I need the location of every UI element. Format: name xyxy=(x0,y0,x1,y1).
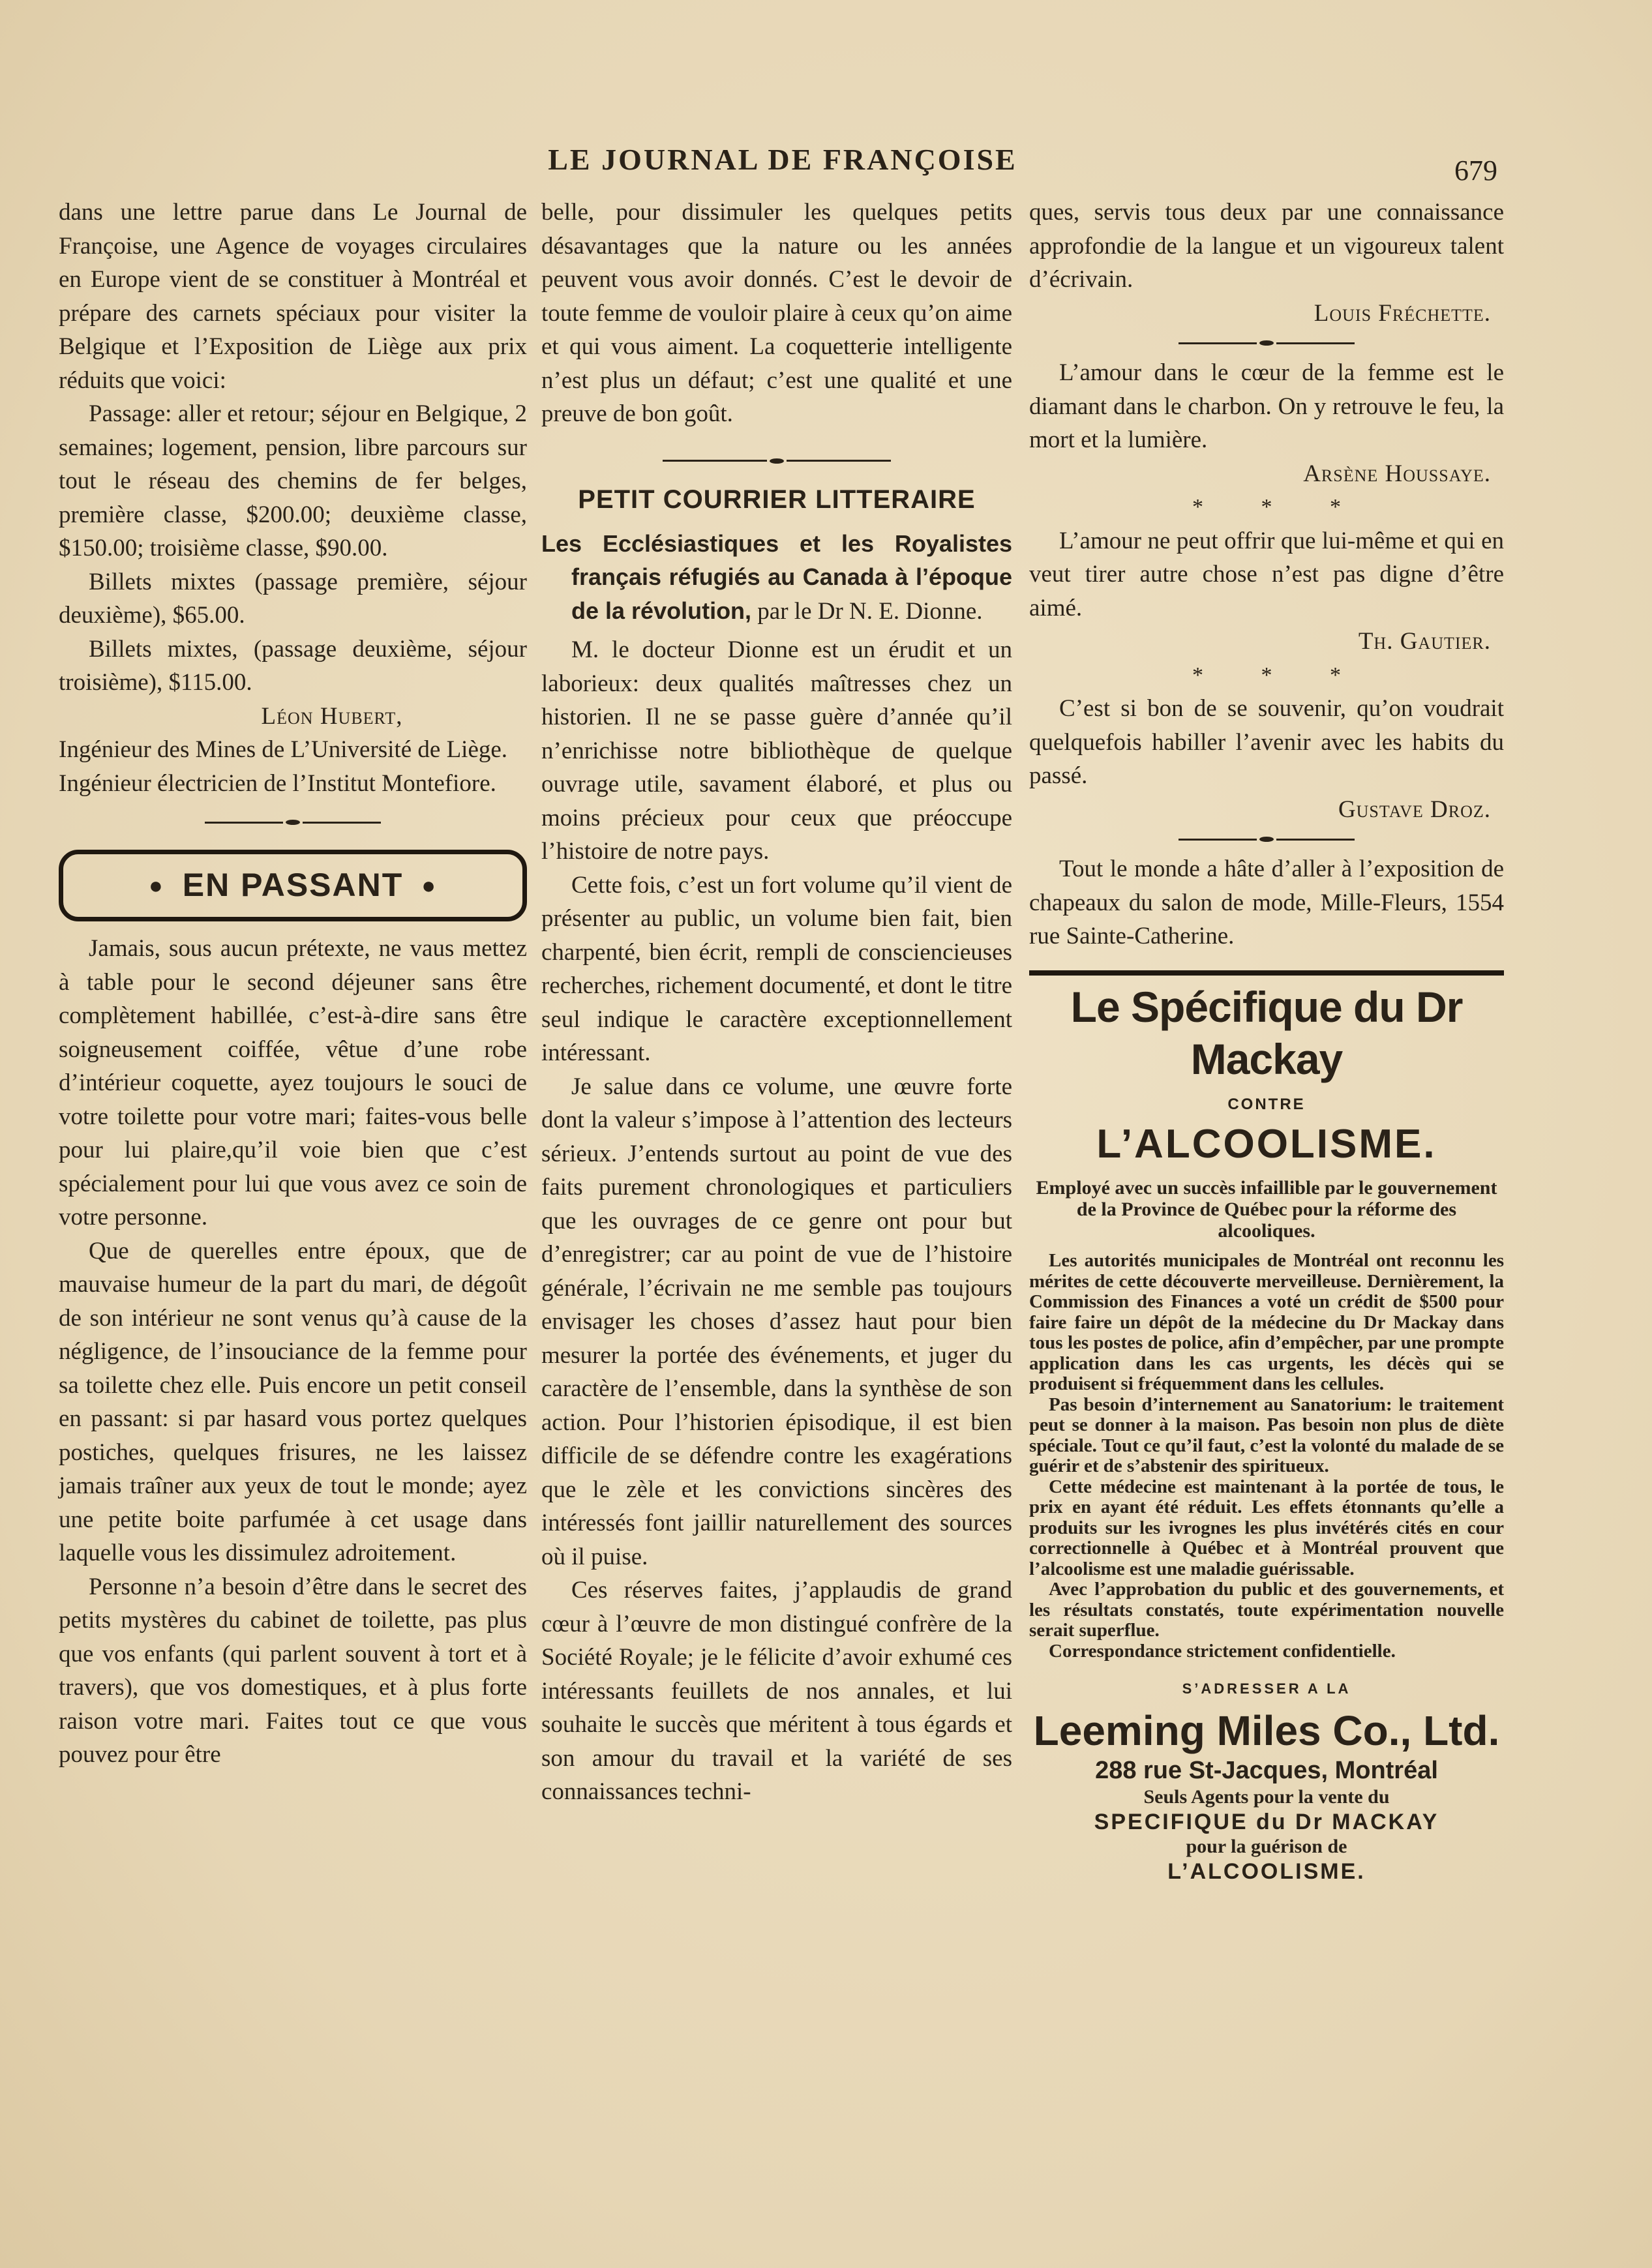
ad-body xyxy=(1029,1251,1504,1662)
bullet-icon: ● xyxy=(421,872,438,899)
ad-contre: CONTRE xyxy=(1227,1095,1306,1113)
column-3 xyxy=(1029,196,1504,1885)
ad-headline: L’ALCOOLISME. xyxy=(1096,1122,1437,1167)
paragraph: Cette fois, c’est un fort volume qu’il vient de présenter au public, un volume bien fait, bien charpenté, bien écrit, rempli de consciencieuses recherches, richement documenté, et dont le titre seul indique le caractère exceptionnellement intéressant. xyxy=(541,871,1012,1066)
paragraph: Tout le monde a hâte d’aller à l’exposition de chapeaux du salon de mode, Mille-Fleurs, 1554 rue Sainte-Catherine. xyxy=(1029,856,1504,949)
quotation: L’amour dans le cœur de la femme est le diamant dans le charbon. On y retrouve le feu, la mort et la lumière. xyxy=(1029,359,1504,453)
section-heading: PETIT COURRIER LITTERAIRE xyxy=(578,485,976,514)
ad-paragraph: Cette médecine est maintenant à la portée de tous, le prix en ayant été réduit. Les effets étonnants qu’elle a produits sur les ivrognes les plus invétérés cités en cour correctionnelle à Québec et à Montréal prouvent que l’alcoolisme est une maladie guérissable. xyxy=(1029,1476,1504,1579)
stars-separator: * * * xyxy=(1192,663,1367,687)
paragraph: Que de querelles entre époux, que de mauvaise humeur de la part du mari, de dégoût de son intérieur ne sont venus qu’à cause de la négligence, de l’insouciance de la femme pour sa toilette chez elle. Puis encore un petit conseil en passant: si par hasard vous portez quelques postiches, quelques frisures, ne les laissez jamais traîner aux yeux de tout le monde; ayez une petite boite parfumée à cet usage dans laquelle vous les dissimulez adroitement. xyxy=(59,1237,527,1566)
signature: Louis Fréchette. xyxy=(1314,299,1491,327)
ad-product: SPECIFIQUE du Dr MACKAY xyxy=(1094,1809,1439,1834)
ad-for: pour la guérison de xyxy=(1186,1835,1347,1857)
signature: Léon Hubert, xyxy=(261,702,403,730)
ad-brand: Le Spécifique du Dr Mackay xyxy=(1070,982,1463,1083)
signature: Arsène Houssaye. xyxy=(1303,460,1491,487)
divider-ornament xyxy=(1029,826,1504,852)
column-2 xyxy=(541,196,1012,1809)
ad-paragraph: Les autorités municipales de Montréal ont reconnu les mérites de cette découverte merveilleuse. Dernièrement, la Commission des Finances a voté un crédit de $500 pour faire faire un dépôt de la médecine du Dr Mackay dans tous les postes de police, afin d’empêcher, par une prompte application dans les cas urgents, les décès qui se produisent si fréquemment dans les cellules. xyxy=(1029,1250,1504,1394)
divider-ornament xyxy=(1029,330,1504,356)
ad-address: 288 rue St-Jacques, Montréal xyxy=(1095,1756,1438,1784)
advertisement xyxy=(1029,981,1504,1885)
paragraph: Ces réserves faites, j’applaudis de grand cœur à l’œuvre de mon distingué confrère de la Société Royale; je le félicite d’avoir exhumé ces intéressants feuillets de nos annales, et lui souhaite le succès que méritent à tous égards et son amour du travail et la variété de ses connaissances techni- xyxy=(541,1577,1012,1805)
ad-lead: Employé avec un succès infaillible par le gouvernement de la Province de Québec pour la réforme des alcooliques. xyxy=(1036,1177,1497,1242)
author-title: Ingénieur électricien de l’Institut Montefiore. xyxy=(59,769,496,797)
author-title: Ingénieur des Mines de L’Université de Liège. xyxy=(59,736,508,763)
ad-agents: Seuls Agents pour la vente du xyxy=(1143,1785,1390,1808)
paragraph: Jamais, sous aucun prétexte, ne vaus mettez à table pour le second déjeuner sans être complètement habillée, c’est-à-dire sans être soigneusement coiffée, vêtue d’une robe d’intérieur coquette, ayez toujours le souci de votre toilette pour votre mari; faites-vous belle pour lui plaire,qu’il voie bien que c’est spécialement pour lui que vous avez ce soin de votre personne. xyxy=(59,935,527,1231)
ad-address-to: S’ADRESSER A LA xyxy=(1182,1680,1351,1697)
quotation: C’est si bon de se souvenir, qu’on voudrait quelquefois habiller l’avenir avec les habits du passé. xyxy=(1029,695,1504,789)
paragraph: ques, servis tous deux par une connaissance approfondie de la langue et un vigoureux talent d’écrivain. xyxy=(1029,199,1504,293)
paragraph: Personne n’a besoin d’être dans le secret des petits mystères du cabinet de toilette, pas plus que vos enfants (qui parlent souvent à tort et à travers), que vos domestiques, et à plus forte raison votre mari. Faites tout ce que vous pouvez pour être xyxy=(59,1573,527,1768)
paragraph: Billets mixtes, (passage deuxième, séjour troisième), $115.00. xyxy=(59,635,527,696)
ad-paragraph: Correspondance strictement confidentielle. xyxy=(1049,1640,1396,1662)
column-1 xyxy=(59,196,527,1772)
book-reference xyxy=(541,528,1012,629)
ad-paragraph: Avec l’approbation du public et des gouvernements, et les résultats constatés, toute expérimentation nouvelle serait superflue. xyxy=(1029,1579,1504,1641)
divider-rule xyxy=(1029,970,1504,976)
ad-company: Leeming Miles Co., Ltd. xyxy=(1033,1707,1500,1754)
bullet-icon: ● xyxy=(148,872,164,899)
paragraph: dans une lettre parue dans Le Journal de Françoise, une Agence de voyages circulaires en Europe vient de se constituer à Montréal et prépare des carnets spéciaux pour visiter la Belgique et l’Exposition de Liège aux prix réduits que voici: xyxy=(59,199,527,394)
paragraph: M. le docteur Dionne est un érudit et un laborieux: deux qualités maîtresses chez un historien. Il ne se passe guère d’année qu’il n’enrichisse notre bibliothèque de quelque ouvrage utile, savament élaboré, et plus ou moins précieux pour ceux que préoccupe l’histoire de notre pays. xyxy=(541,636,1012,865)
book-title: Les Ecclésiastiques et les Royalistes français réfugiés au Canada à l’époque de la révolution, xyxy=(541,530,1012,624)
banner-label: EN PASSANT xyxy=(182,867,404,904)
paragraph: Je salue dans ce volume, une œuvre forte dont la valeur s’impose à l’attention des lecteurs sérieux. J’entends surtout au point de vue des faits purement chronologiques et particuliers que les ouvrages de ce genre ont pour but d’enregistrer; car au point de vue de l’histoire générale, l’écrivain ne me semble pas toujours envisager les choses d’assez haut pour bien mesurer la portée des événements, et juger du caractère de l’ensemble, dans la synthèse de son action. Pour l’historien épisodique, il est bien difficile de se défendre contre les exagérations que le zèle et les convictions sincères des intéressés font jaillir naturellement des sources où il puise. xyxy=(541,1073,1012,1570)
ad-end: L’ALCOOLISME. xyxy=(1167,1858,1366,1884)
quotation: L’amour ne peut offrir que lui-même et qui en veut tirer autre chose n’est pas digne d’être aimé. xyxy=(1029,527,1504,621)
ad-paragraph: Pas besoin d’internement au Sanatorium: le traitement peut se donner à la maison. Pas besoin non plus de diète spéciale. Tout ce qu’il faut, c’est la volonté du malade de se guérir et de s’abstenir des spiritueux. xyxy=(1029,1394,1504,1476)
divider-ornament xyxy=(59,809,527,835)
page-header-title: LE JOURNAL DE FRANÇOISE xyxy=(548,143,1017,176)
page-number: 679 xyxy=(1454,155,1497,187)
paragraph: Passage: aller et retour; séjour en Belgique, 2 semaines; logement, pension, libre parcours sur tout le réseau des chemins de fer belges, première classe, $200.00; deuxième classe, $150.00; troisième classe, $90.00. xyxy=(59,400,527,561)
signature: Th. Gautier. xyxy=(1358,628,1491,655)
paragraph: Billets mixtes (passage première, séjour deuxième), $65.00. xyxy=(59,568,527,629)
section-banner xyxy=(59,850,527,921)
stars-separator: * * * xyxy=(1192,495,1367,519)
book-author: par le Dr N. E. Dionne. xyxy=(751,597,983,625)
divider-ornament xyxy=(541,448,1012,474)
signature: Gustave Droz. xyxy=(1338,796,1491,823)
paragraph: belle, pour dissimuler les quelques petits désavantages que la nature ou les années peuvent vous avoir donnés. C’est le devoir de toute femme de vouloir plaire à ceux qu’on aime et qui vous aiment. La coquetterie intelligente n’est plus un défaut; c’est une qualité et une preuve de bon goût. xyxy=(541,199,1012,427)
